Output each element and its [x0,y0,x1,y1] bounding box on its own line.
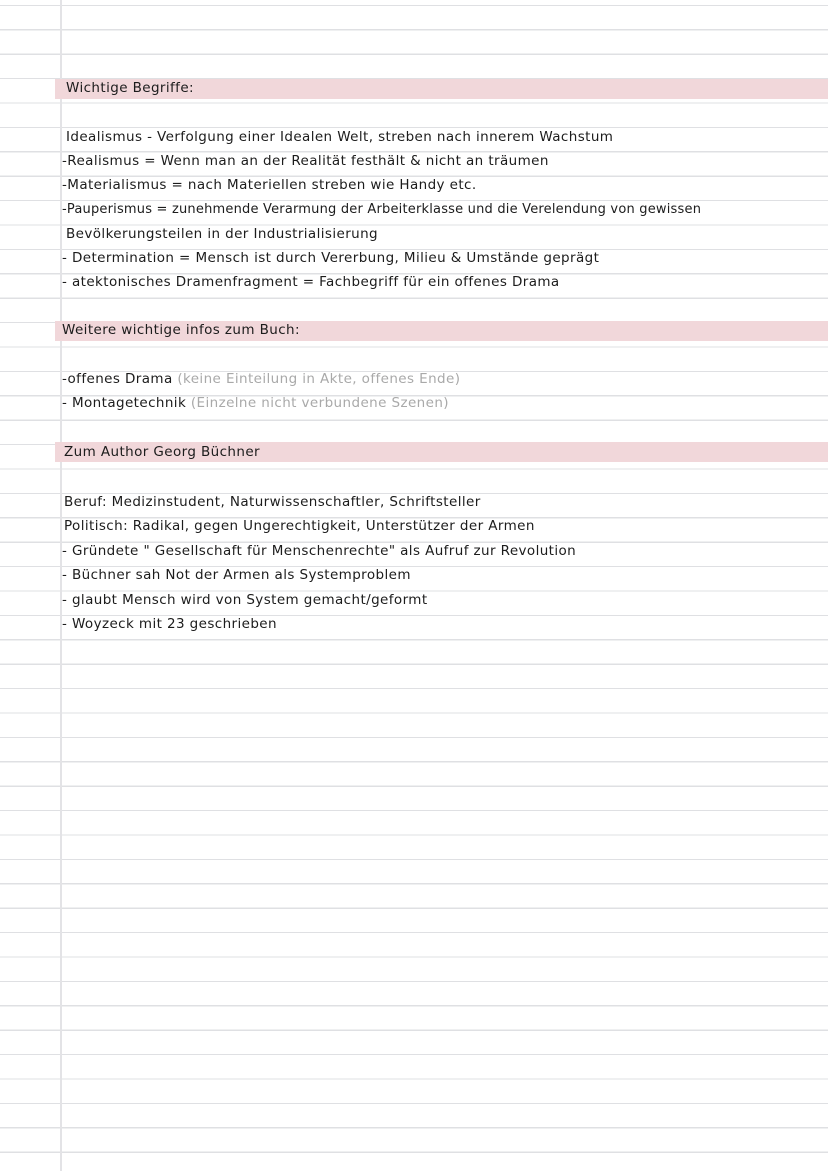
autor-woyzeck: - Woyzeck mit 23 geschrieben [62,616,277,632]
begriff-pauperismus: -Pauperismus = zunehmende Verarmung der Arbeiterklasse und die Verelendung von gewissen [62,202,702,217]
autor-beruf: Beruf: Medizinstudent, Naturwissenschaftler, Schriftsteller [64,494,481,510]
begriff-atektonisch: - atektonisches Dramenfragment = Fachbegriff für ein offenes Drama [62,274,560,290]
heading-wichtige-begriffe: Wichtige Begriffe: [66,80,194,96]
begriff-materialismus: -Materialismus = nach Materiellen streben wie Handy etc. [62,177,477,193]
info-note: (Einzelne nicht verbundene Szenen) [190,395,449,411]
info-item-montagetechnik [62,395,449,411]
info-label: - Montagetechnik [62,395,187,411]
info-label: -offenes Drama [62,371,173,387]
autor-systemproblem: - Büchner sah Not der Armen als Systemproblem [62,567,411,583]
heading-weitere-infos: Weitere wichtige infos zum Buch: [62,322,300,338]
heading-author: Zum Author Georg Büchner [64,444,260,460]
autor-glaubt: - glaubt Mensch wird von System gemacht/geformt [62,592,428,608]
autor-politisch: Politisch: Radikal, gegen Ungerechtigkeit, Unterstützer der Armen [64,518,535,534]
info-item-offenes-drama [62,371,460,387]
info-note: (keine Einteilung in Akte, offenes Ende) [177,371,461,387]
begriff-pauperismus-cont: Bevölkerungsteilen in der Industrialisierung [66,226,379,242]
autor-gruendete: - Gründete " Gesellschaft für Menschenrechte" als Aufruf zur Revolution [62,543,577,559]
begriff-determination: - Determination = Mensch ist durch Vererbung, Milieu & Umstände geprägt [62,250,600,266]
begriff-idealismus: Idealismus - Verfolgung einer Idealen Welt, streben nach innerem Wachstum [66,129,614,145]
begriff-realismus: -Realismus = Wenn man an der Realität festhält & nicht an träumen [62,153,549,169]
margin-line [60,0,62,1171]
